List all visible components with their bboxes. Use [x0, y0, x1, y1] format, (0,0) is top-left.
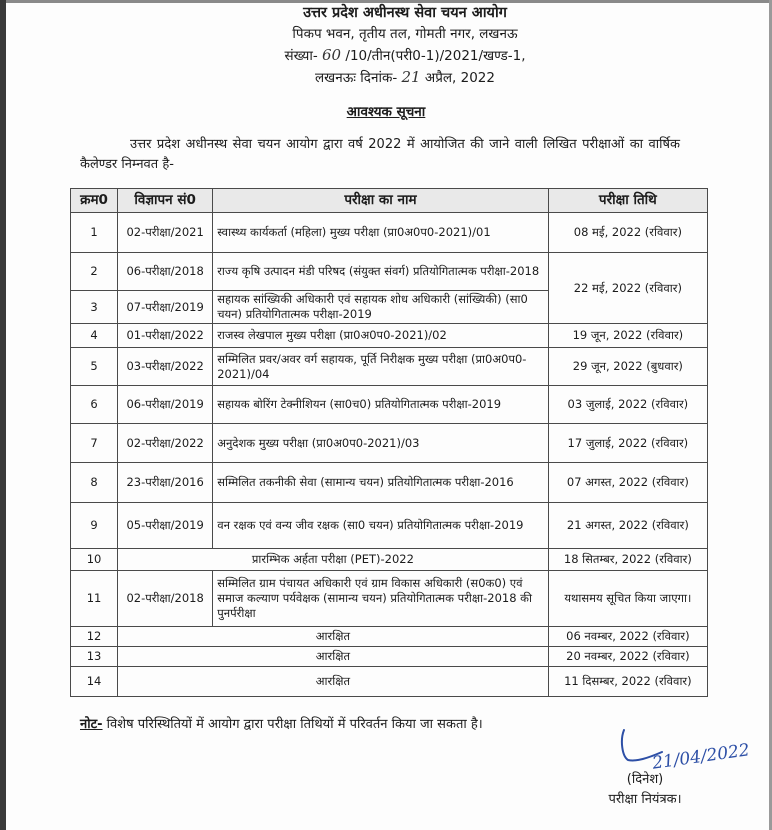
col-header-exam-name: परीक्षा का नाम [213, 189, 549, 213]
cell-exam-date: 21 अगस्त, 2022 (रविवार) [548, 503, 707, 549]
cell-exam-name: सम्मिलित प्रवर/अवर वर्ग सहायक, पूर्ति निरीक्षक मुख्य परीक्षा (प्रा0अ0प0-2021)/04 [213, 348, 549, 386]
cell-exam-name: अनुदेशक मुख्य परीक्षा (प्रा0अ0प0-2021)/03 [213, 424, 549, 463]
cell-adv: 02-परीक्षा/2021 [118, 213, 213, 253]
cell-exam-date: 06 नवम्बर, 2022 (रविवार) [548, 627, 707, 647]
cell-adv: 06-परीक्षा/2019 [118, 386, 213, 424]
table-row [71, 549, 708, 571]
cell-exam-date: 17 जुलाई, 2022 (रविवार) [548, 424, 707, 463]
notice-title: आवश्यक सूचना [346, 104, 426, 120]
cell-exam-name: सहायक सांख्यिकी अधिकारी एवं सहायक शोध अधिकारी (सांख्यिकी) (सा0 चयन) प्रतियोगितात्मक परीक्षा-2019 [213, 291, 549, 324]
col-header-sno: क्रम0 [71, 189, 118, 213]
organization-address: पिकप भवन, तृतीय तल, गोमती नगर, लखनऊ [292, 26, 518, 42]
table-row [71, 324, 708, 348]
intro-paragraph: उत्तर प्रदेश अधीनस्थ सेवा चयन आयोग द्वारा वर्ष 2022 में आयोजित की जाने वाली लिखित परीक्षाओं का वार्षिक कैलेण्डर निम्नवत है- [80, 137, 680, 172]
cell-exam-date: 22 मई, 2022 (रविवार) [548, 253, 707, 324]
cell-adv: 23-परीक्षा/2016 [118, 463, 213, 503]
reference-number: संख्या- 60 /10/तीन(परी0-1)/2021/खण्ड-1, [284, 46, 526, 64]
cell-adv: 02-परीक्षा/2018 [118, 571, 213, 627]
handwritten-ref: 60 [322, 46, 342, 64]
cell-sno: 11 [71, 571, 118, 627]
cell-exam-name: सम्मिलित तकनीकी सेवा (सामान्य चयन) प्रतियोगितात्मक परीक्षा-2016 [213, 463, 549, 503]
cell-sno: 5 [71, 348, 118, 386]
cell-sno: 6 [71, 386, 118, 424]
cell-exam-name: प्रारम्भिक अर्हता परीक्षा (PET)-2022 [118, 549, 549, 571]
organization-name: उत्तर प्रदेश अधीनस्थ सेवा चयन आयोग [303, 5, 507, 21]
cell-exam-date: 20 नवम्बर, 2022 (रविवार) [548, 647, 707, 667]
letterhead [250, 3, 560, 89]
table-row [71, 503, 708, 549]
cell-sno: 4 [71, 324, 118, 348]
cell-adv: 02-परीक्षा/2022 [118, 424, 213, 463]
cell-exam-name: वन रक्षक एवं वन्य जीव रक्षक (सा0 चयन) प्रतियोगितात्मक परीक्षा-2019 [213, 503, 549, 549]
cell-sno: 3 [71, 291, 118, 324]
cell-exam-name: आरक्षित [118, 667, 549, 697]
cell-exam-name: राज्य कृषि उत्पादन मंडी परिषद (संयुक्त संवर्ग) प्रतियोगितात्मक परीक्षा-2018 [213, 253, 549, 291]
page-left-border [0, 0, 6, 830]
cell-exam-date: 19 जून, 2022 (रविवार) [548, 324, 707, 348]
table-row [71, 627, 708, 647]
table-row [71, 253, 708, 291]
cell-sno: 1 [71, 213, 118, 253]
note-label: नोट- [80, 717, 103, 732]
cell-exam-date: यथासमय सूचित किया जाएगा। [548, 571, 707, 627]
cell-exam-name: सम्मिलित ग्राम पंचायत अधिकारी एवं ग्राम विकास अधिकारी (स0क0) एवं समाज कल्याण पर्यवेक्षक (सामान्य चयन) प्रतियोगितात्मक परीक्षा-2018 की पुनर्परीक्षा [213, 571, 549, 627]
cell-sno: 2 [71, 253, 118, 291]
col-header-exam-date: परीक्षा तिथि [548, 189, 707, 213]
cell-exam-date: 07 अगस्त, 2022 (रविवार) [548, 463, 707, 503]
cell-sno: 12 [71, 627, 118, 647]
cell-adv: 03-परीक्षा/2022 [118, 348, 213, 386]
cell-sno: 13 [71, 647, 118, 667]
signatory [590, 770, 700, 810]
cell-adv: 06-परीक्षा/2018 [118, 253, 213, 291]
table-row [71, 424, 708, 463]
table-row [71, 667, 708, 697]
cell-sno: 9 [71, 503, 118, 549]
cell-sno: 10 [71, 549, 118, 571]
cell-sno: 14 [71, 667, 118, 697]
footnote [80, 714, 483, 732]
cell-adv: 07-परीक्षा/2019 [118, 291, 213, 324]
col-header-adv: विज्ञापन सं0 [118, 189, 213, 213]
table-row [71, 348, 708, 386]
signatory-designation: परीक्षा नियंत्रक। [608, 792, 682, 807]
issue-date: लखनऊः दिनांक- 21 अप्रैल, 2022 [315, 68, 495, 86]
table-row [71, 463, 708, 503]
cell-exam-date: 18 सितम्बर, 2022 (रविवार) [548, 549, 707, 571]
signatory-name: (दिनेश) [626, 772, 664, 787]
signature-date: 21/04/2022 [651, 740, 751, 774]
cell-exam-name: आरक्षित [118, 627, 549, 647]
cell-adv: 01-परीक्षा/2022 [118, 324, 213, 348]
cell-exam-name: राजस्व लेखपाल मुख्य परीक्षा (प्रा0अ0प0-2021)/02 [213, 324, 549, 348]
table-row [71, 647, 708, 667]
exam-calendar-table [70, 188, 708, 697]
cell-exam-date: 11 दिसम्बर, 2022 (रविवार) [548, 667, 707, 697]
cell-exam-name: सहायक बोरिंग टेक्नीशियन (सा0च0) प्रतियोगितात्मक परीक्षा-2019 [213, 386, 549, 424]
table-row [71, 213, 708, 253]
table-row [71, 386, 708, 424]
cell-exam-date: 08 मई, 2022 (रविवार) [548, 213, 707, 253]
handwritten-day: 21 [401, 68, 421, 86]
cell-sno: 8 [71, 463, 118, 503]
cell-exam-date: 29 जून, 2022 (बुधवार) [548, 348, 707, 386]
cell-exam-date: 03 जुलाई, 2022 (रविवार) [548, 386, 707, 424]
table-row [71, 571, 708, 627]
note-text: विशेष परिस्थितियों में आयोग द्वारा परीक्षा तिथियों में परिवर्तन किया जा सकता है। [102, 717, 483, 732]
cell-exam-name: स्वास्थ्य कार्यकर्ता (महिला) मुख्य परीक्षा (प्रा0अ0प0-2021)/01 [213, 213, 549, 253]
cell-adv: 05-परीक्षा/2019 [118, 503, 213, 549]
cell-exam-name: आरक्षित [118, 647, 549, 667]
table-header-row [71, 189, 708, 213]
cell-sno: 7 [71, 424, 118, 463]
